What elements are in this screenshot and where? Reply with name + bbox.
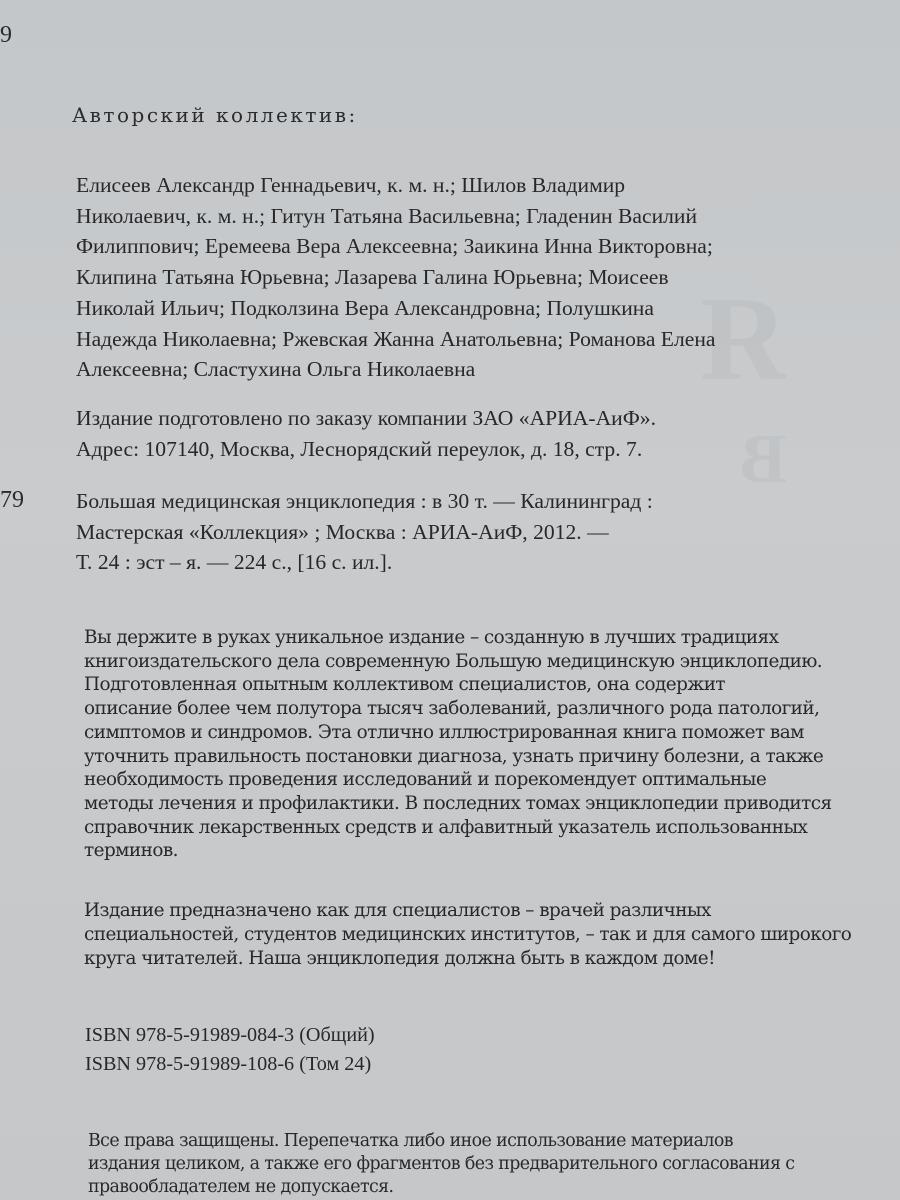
isbn-block [85,1021,375,1079]
bib-line: Мастерская «Коллекция» ; Москва : АРИА-АиФ, 2012. — [76,519,609,544]
publisher-address: Адрес: 107140, Москва, Леснорядский переулок, д. 18, стр. 7. [76,437,643,461]
authors-line: Надежда Николаевна; Ржевская Жанна Анатольевна; Романова Елена [76,326,716,351]
authors-list [76,170,716,385]
audience-statement [84,899,851,971]
authors-line: Филиппович; Еремеева Вера Алексеевна; Заикина Инна Викторовна; [76,234,713,259]
desc-line: терминов. [84,840,178,862]
bibliographic-record [76,486,653,578]
purpose-line: специальностей, студентов медицинских институтов, – так и для самого широкого [84,924,852,945]
desc-line: методы лечения и профилактики. В последних томах энциклопедии приводится [84,792,832,814]
publisher-line: Издание подготовлено по заказу компании ЗАО «АРИА-АиФ». [76,406,656,430]
desc-line: Вы держите в руках уникальное издание – созданную в лучших традициях [84,627,779,648]
desc-line: симптомов и синдромов. Эта отлично иллюстрированная книга поможет вам [84,721,804,743]
desc-line: необходимость проведения исследований и порекомендует оптимальные [84,769,767,791]
desc-line: книгоиздательского дела современную Большую медицинскую энциклопедию. [84,650,823,672]
bleed-through-artifact: В [740,421,787,498]
rights-notice [88,1130,794,1199]
rights-line: Все права защищены. Перепечатка либо иное использование материалов [88,1131,733,1151]
authors-line: Елисеев Александр Геннадьевич, к. м. н.; Шилов Владимир [76,173,626,197]
desc-line: уточнить правильность постановки диагноза, узнать причину болезни, а также [84,745,824,767]
isbn-volume: ISBN 978-5-91989-108-6 (Том 24) [85,1053,372,1075]
desc-line: описание более чем полутора тысяч заболеваний, различного рода патологий, [84,698,820,720]
desc-line: справочник лекарственных средств и алфавитный указатель использованных [84,816,808,838]
desc-line: Подготовленная опытным коллективом специалистов, она содержит [84,674,726,696]
rights-line: издания целиком, а также его фрагментов без предварительного согласования с [88,1154,795,1174]
bib-line: Большая медицинская энциклопедия : в 30 т. — Калининград : [76,489,653,513]
authors-heading: Авторский коллектив: [72,103,358,127]
purpose-line: круга читателей. Наша энциклопедия должна быть в каждом доме! [84,948,715,969]
isbn-general: ISBN 978-5-91989-084-3 (Общий) [85,1024,375,1046]
rights-line: правообладателем не допускается. [88,1177,394,1197]
authors-line: Николаевич, к. м. н.; Гитун Татьяна Васильевна; Гладенин Василий [76,203,698,228]
authors-line: Клипина Татьяна Юрьевна; Лазарева Галина Юрьевна; Моисеев [76,265,669,290]
annotation-description [84,626,832,863]
page-number-fragment: 9 [0,22,12,48]
bib-line: Т. 24 : эст – я. — 224 с., [16 с. ил.]. [76,550,393,574]
authors-line: Алексеевна; Сластухина Ольга Николаевна [76,357,476,382]
publisher-info [76,403,656,465]
authors-line: Николай Ильич; Подколзина Вера Александровна; Полушкина [76,295,654,320]
bleed-through-artifact: Я [700,272,787,405]
purpose-line: Издание предназначено как для специалистов – врачей различных [84,900,711,921]
bib-index-fragment: 79 [0,487,24,513]
